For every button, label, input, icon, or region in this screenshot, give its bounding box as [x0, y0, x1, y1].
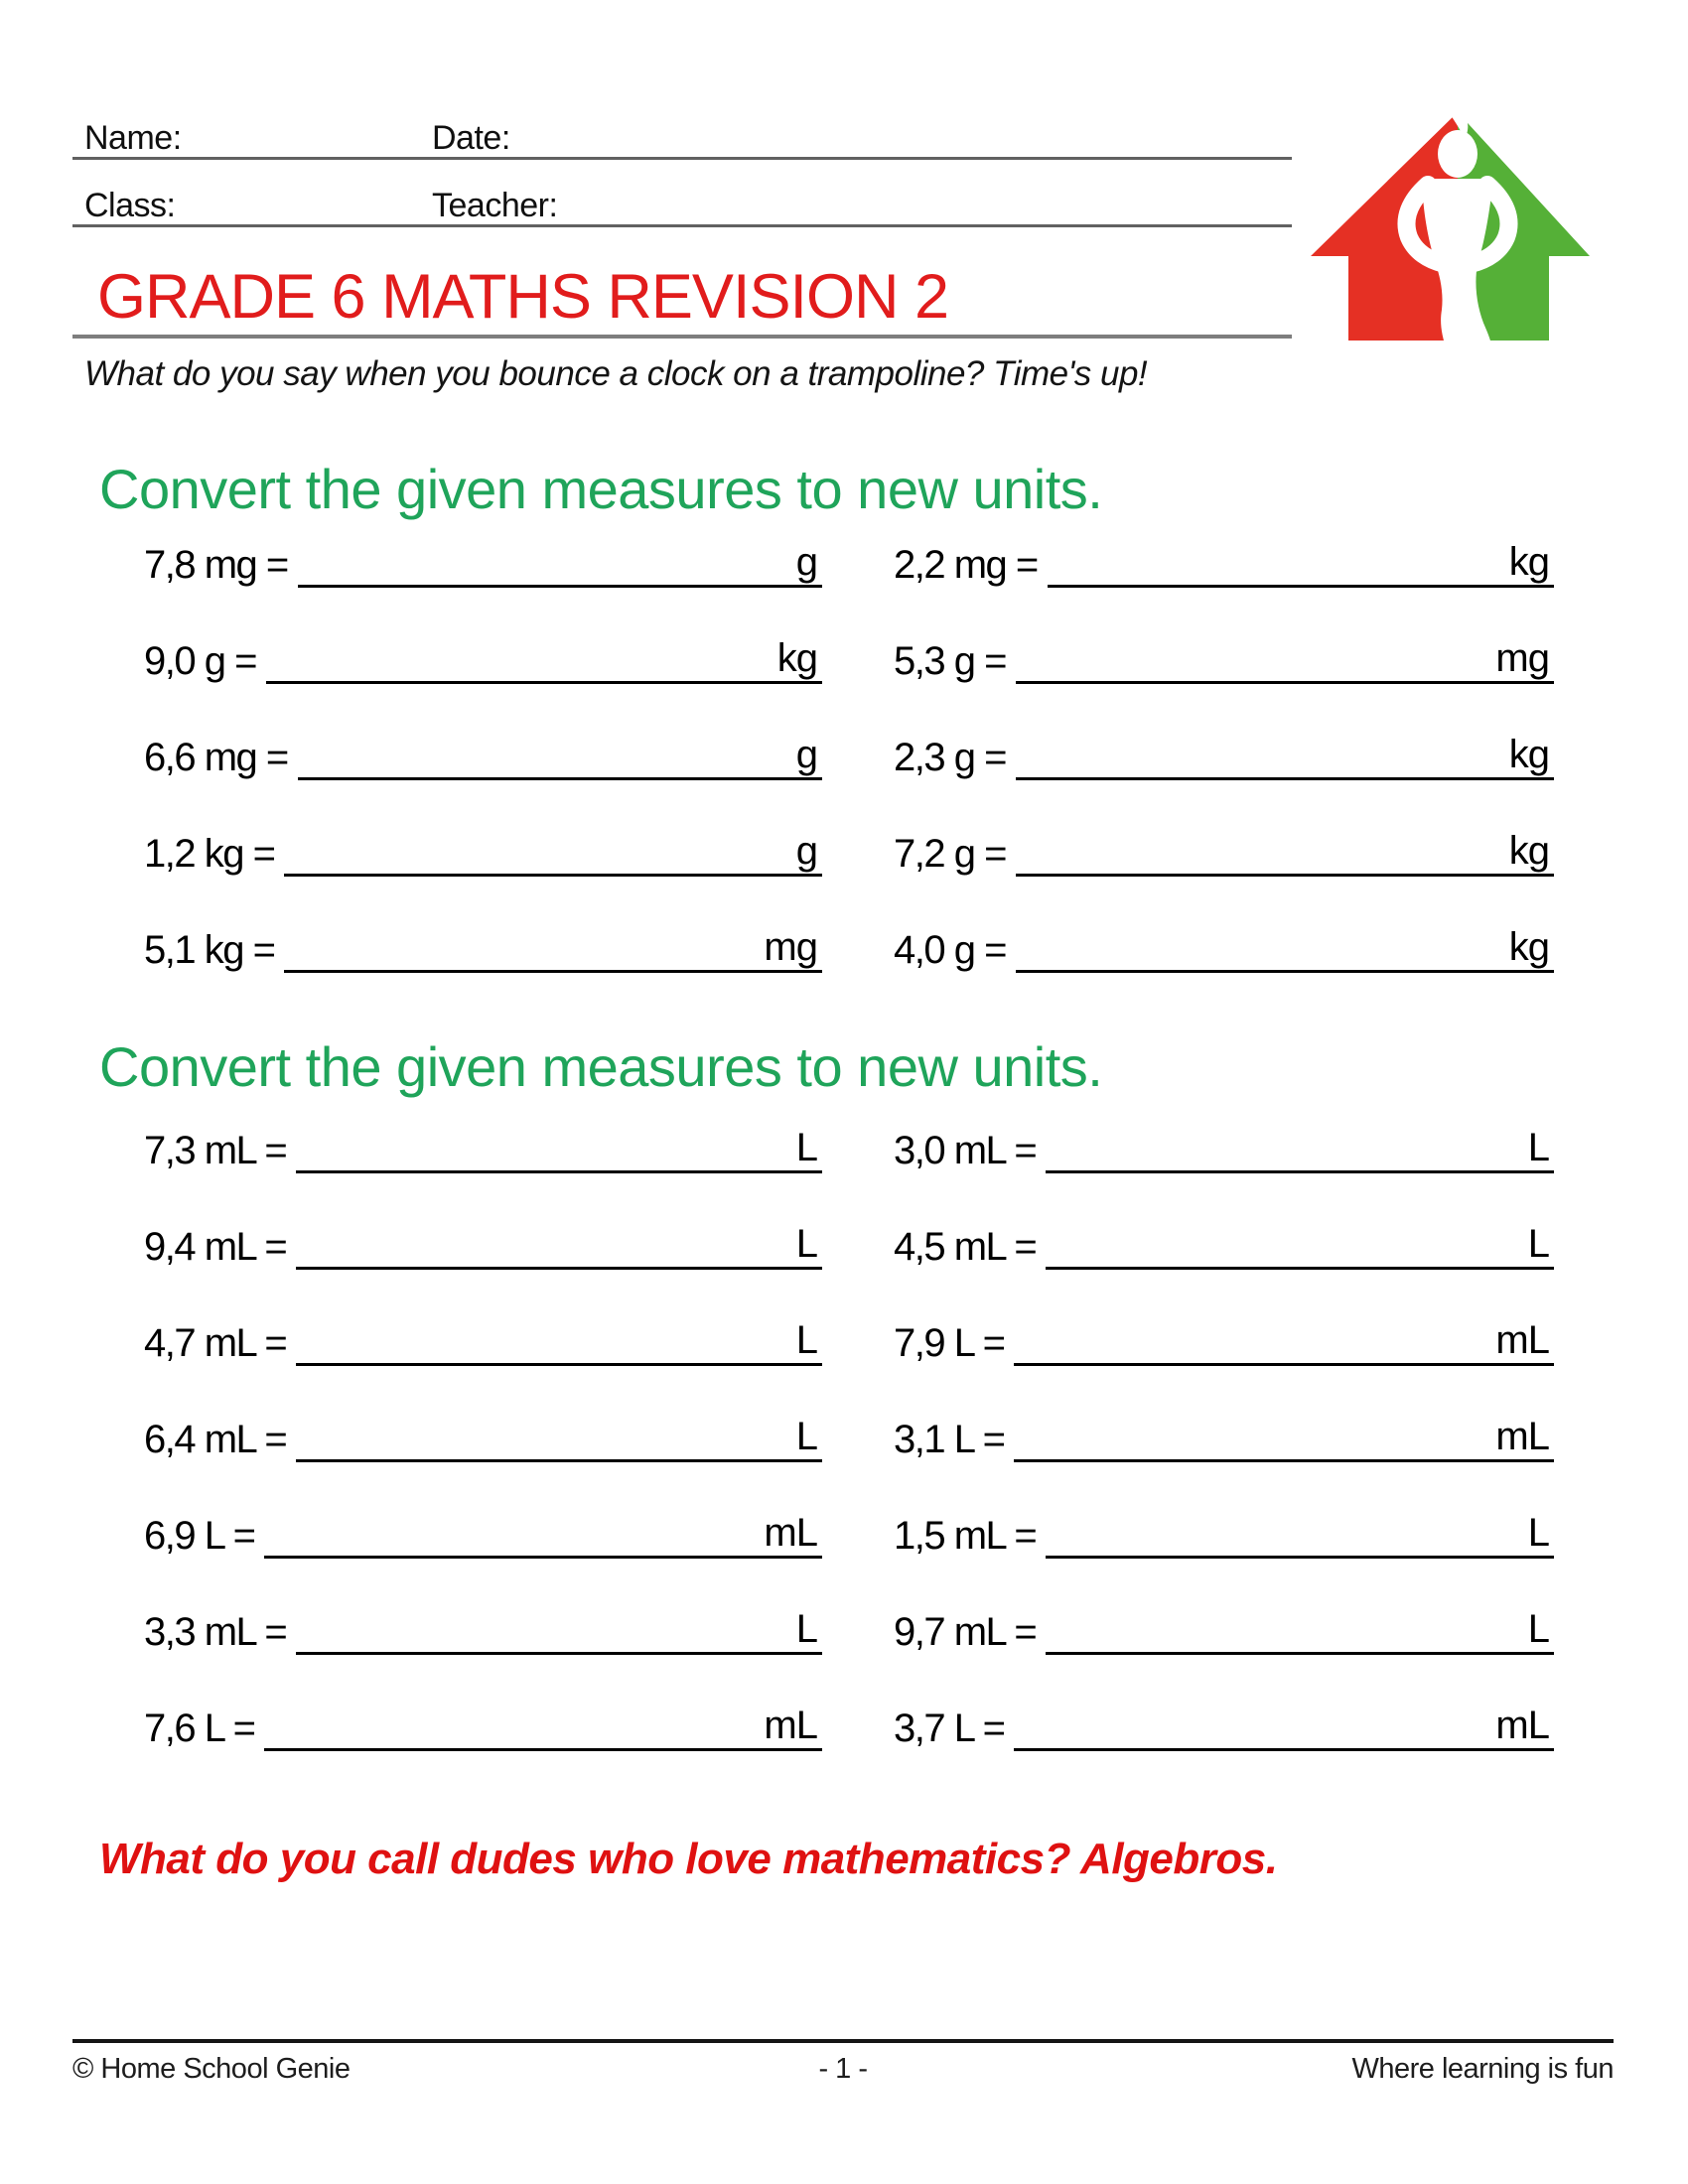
house-genie-icon — [1309, 105, 1595, 399]
unit-label: mL — [1495, 1318, 1549, 1363]
problem — [894, 829, 1554, 877]
unit-label: mg — [764, 925, 817, 970]
unit-label: mL — [764, 1704, 817, 1748]
problem-label: 1,5 mL = — [894, 1514, 1037, 1559]
problem — [894, 1511, 1554, 1559]
problem — [144, 733, 822, 780]
problem-label: 6,6 mg = — [144, 736, 288, 780]
answer-blank — [298, 733, 822, 780]
answer-blank — [266, 636, 822, 684]
problem — [144, 1126, 822, 1173]
problem — [894, 1318, 1554, 1366]
problem-label: 7,8 mg = — [144, 543, 288, 588]
problem-row — [144, 1559, 1554, 1655]
unit-label: L — [795, 1607, 817, 1652]
problem-row — [144, 1173, 1554, 1270]
problem-label: 5,3 g = — [894, 639, 1006, 684]
problem-label: 2,3 g = — [894, 736, 1006, 780]
problem — [144, 829, 822, 877]
problem — [144, 1511, 822, 1559]
unit-label: kg — [1508, 829, 1549, 874]
subtitle-joke: What do you say when you bounce a clock on a trampoline? Time's up! — [84, 354, 1148, 393]
problem-label: 3,3 mL = — [144, 1610, 287, 1655]
unit-label: L — [1527, 1607, 1549, 1652]
answer-blank — [1014, 1704, 1554, 1751]
section-1-problems — [144, 491, 1554, 973]
answer-blank — [296, 1607, 822, 1655]
answer-blank — [1016, 636, 1554, 684]
problem — [894, 636, 1554, 684]
footer-page-number: - 1 - — [818, 2053, 868, 2085]
unit-label: L — [795, 1126, 817, 1170]
unit-label: g — [795, 540, 817, 585]
problem-label: 3,7 L = — [894, 1706, 1005, 1751]
problem-label: 7,3 mL = — [144, 1129, 287, 1173]
problem-row — [144, 780, 1554, 877]
section-2-heading: Convert the given measures to new units. — [99, 1035, 1103, 1098]
problem — [144, 925, 822, 973]
problem-label: 4,5 mL = — [894, 1225, 1037, 1270]
problem-label: 9,7 mL = — [894, 1610, 1037, 1655]
worksheet-title: GRADE 6 MATHS REVISION 2 — [97, 262, 949, 332]
unit-label: g — [795, 829, 817, 874]
problem-label: 1,2 kg = — [144, 832, 275, 877]
unit-label: kg — [1508, 540, 1549, 585]
problem-label: 6,4 mL = — [144, 1418, 287, 1462]
problem-label: 3,1 L = — [894, 1418, 1005, 1462]
problem-row — [144, 1462, 1554, 1559]
answer-blank — [284, 829, 822, 877]
unit-label: kg — [1508, 925, 1549, 970]
unit-label: g — [795, 733, 817, 777]
unit-label: mg — [1495, 636, 1549, 681]
answer-blank — [1046, 1511, 1554, 1559]
unit-label: L — [1527, 1126, 1549, 1170]
problem — [894, 540, 1554, 588]
problem-label: 3,0 mL = — [894, 1129, 1037, 1173]
problem — [894, 925, 1554, 973]
problem — [144, 1318, 822, 1366]
unit-label: L — [1527, 1222, 1549, 1267]
title-divider — [72, 335, 1292, 339]
answer-blank — [1048, 540, 1554, 588]
answer-blank — [1046, 1126, 1554, 1173]
problem-label: 7,2 g = — [894, 832, 1006, 877]
footer-copyright: © Home School Genie — [72, 2053, 351, 2085]
problem-row — [144, 588, 1554, 684]
problem-row — [144, 1077, 1554, 1173]
problem-label: 2,2 mg = — [894, 543, 1038, 588]
problem — [894, 733, 1554, 780]
problem-label: 4,7 mL = — [144, 1321, 287, 1366]
problem — [144, 1415, 822, 1462]
unit-label: kg — [776, 636, 817, 681]
answer-blank — [296, 1415, 822, 1462]
answer-blank — [298, 540, 822, 588]
section-2-problems — [144, 1077, 1554, 1751]
problem — [144, 636, 822, 684]
unit-label: mL — [1495, 1704, 1549, 1748]
problem-label: 9,0 g = — [144, 639, 256, 684]
problem-label: 7,6 L = — [144, 1706, 255, 1751]
problem-row — [144, 1655, 1554, 1751]
answer-blank — [296, 1222, 822, 1270]
problem-label: 7,9 L = — [894, 1321, 1005, 1366]
problem-label: 6,9 L = — [144, 1514, 255, 1559]
unit-label: L — [1527, 1511, 1549, 1556]
class-teacher-row — [72, 177, 1292, 227]
problem — [894, 1415, 1554, 1462]
problem — [144, 540, 822, 588]
answer-blank — [1046, 1607, 1554, 1655]
problem-label: 5,1 kg = — [144, 928, 275, 973]
answer-blank — [1014, 1318, 1554, 1366]
unit-label: mL — [764, 1511, 817, 1556]
bottom-joke: What do you call dudes who love mathematics? Algebros. — [99, 1835, 1278, 1883]
unit-label: L — [795, 1222, 817, 1267]
answer-blank — [1016, 829, 1554, 877]
date-field-label: Date: — [432, 119, 510, 157]
problem — [144, 1704, 822, 1751]
answer-blank — [1014, 1415, 1554, 1462]
footer-tagline: Where learning is fun — [1351, 2053, 1614, 2085]
answer-blank — [284, 925, 822, 973]
class-field-label: Class: — [84, 187, 176, 224]
unit-label: L — [795, 1415, 817, 1459]
answer-blank — [296, 1318, 822, 1366]
unit-label: kg — [1508, 733, 1549, 777]
problem-row — [144, 1366, 1554, 1462]
problem — [894, 1222, 1554, 1270]
name-field-label: Name: — [84, 119, 182, 157]
answer-blank — [264, 1704, 822, 1751]
problem — [894, 1607, 1554, 1655]
problem — [894, 1704, 1554, 1751]
name-date-row — [72, 109, 1292, 160]
unit-label: L — [795, 1318, 817, 1363]
home-school-genie-logo — [1309, 105, 1595, 399]
unit-label: mL — [1495, 1415, 1549, 1459]
problem — [144, 1607, 822, 1655]
teacher-field-label: Teacher: — [432, 187, 558, 224]
answer-blank — [1016, 925, 1554, 973]
answer-blank — [1046, 1222, 1554, 1270]
footer — [72, 2039, 1614, 2086]
answer-blank — [264, 1511, 822, 1559]
problem-label: 9,4 mL = — [144, 1225, 287, 1270]
logo-genie-head — [1438, 130, 1477, 178]
section-1-heading: Convert the given measures to new units. — [99, 458, 1103, 520]
problem — [894, 1126, 1554, 1173]
answer-blank — [296, 1126, 822, 1173]
answer-blank — [1016, 733, 1554, 780]
problem — [144, 1222, 822, 1270]
problem-row — [144, 491, 1554, 588]
problem-row — [144, 684, 1554, 780]
problem-row — [144, 877, 1554, 973]
problem-row — [144, 1270, 1554, 1366]
problem-label: 4,0 g = — [894, 928, 1006, 973]
